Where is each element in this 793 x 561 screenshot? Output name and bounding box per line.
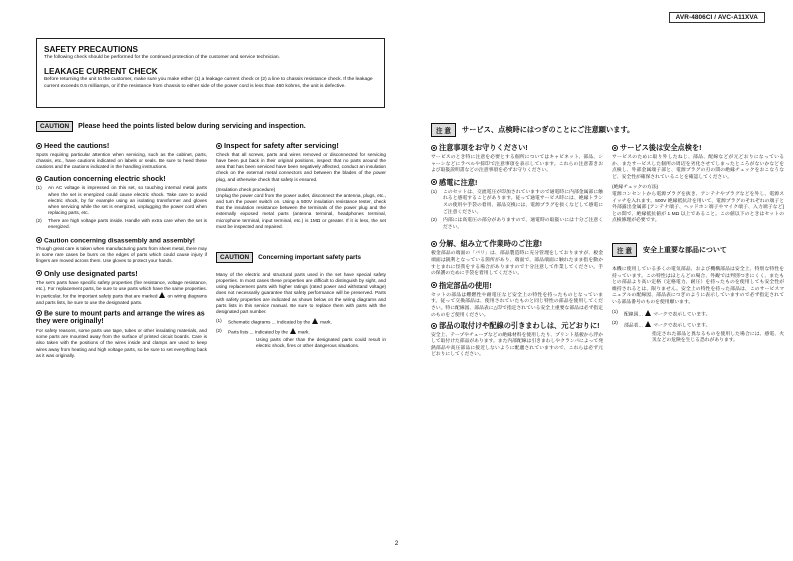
caution-jp-heading-row	[431, 123, 634, 137]
jp-important-parts-note: 指定された部品と異なるものを使用した場合には、感電、火災などの危険を生じる恐れがあります。	[652, 331, 784, 344]
caution-heading: Please heed the points listed below during servicing and inspection.	[78, 123, 306, 130]
bullet-circle-icon	[612, 145, 618, 151]
bullet-circle-icon	[431, 145, 437, 151]
leakage-current-text: Before returning the unit to the customer, make sure you make either (1) a leakage current check or (2) a line to chassis resistance check. If the leakage current exceeds 0.5 milliamps, or if the resistance from chassis to either side of the power cord is less than 460 kohms, the unit is defective.	[44, 77, 373, 89]
bullet-circle-icon	[431, 323, 437, 329]
warning-triangle-icon	[290, 328, 296, 334]
jp-s5-text: 安全上、テープやチューブなどの絶縁材料を使用したり、プリント基板から浮かして取付けた部品があります。また内部配線は引きまわしやクランパによって発熱部品や高圧部品に接近しないように配慮されていますので、これらは必ず元どおりにしてください。	[431, 332, 603, 358]
bullet-circle-icon	[431, 282, 437, 288]
page-number: 2	[394, 540, 399, 547]
list-item: (2) There are high voltage parts inside. Handle with extra care when the set is energized.	[36, 218, 207, 230]
designated-parts-title: Only use designated parts!	[36, 269, 207, 278]
warning-triangle-icon	[159, 292, 165, 298]
list-item: (1) 配線図… マークで表示しています。	[612, 309, 711, 317]
left-column	[36, 137, 207, 362]
jp-important-parts-heading: 安全上重要な部品について	[643, 246, 727, 254]
caution-label: CAUTION	[36, 121, 73, 132]
caution-label: CAUTION	[216, 252, 253, 263]
bullet-circle-icon	[36, 310, 42, 316]
safety-precautions-text: The following check should be performed for the continued protection of the customer and service technician.	[44, 55, 280, 60]
important-parts-text: Many of the electric and structural parts used in the set have special safety properties. In most cases these properties are difficult to distinguish by sight, and using replacement parts with higher ratings (rated power and withstand voltage) does not necessarily guarantee that safety performance will be preserved. Parts with safety properties are indicated as shown below on the wiring diagrams and parts lists in this service manual. Be sure to replace them with parts with the designated part number.	[216, 271, 386, 314]
caution-jp-label: 注 意	[431, 123, 456, 137]
jp-s2-title: 感電に注意!	[431, 178, 603, 188]
jp-s3-text: 板金部品の端面の「バリ」は、部品製造時に充分管理をしておりますが、板金端面は鋭利となっている箇所があり、端面で、部品端面に触れたまま指を動かすとまれに怪我をする場合がありますので十分注意して作業してください。手の保護のために手袋を着用してください。	[431, 251, 603, 277]
inspect-safety-text: Check that all screws, parts and wires removed or disconnected for servicing have been put back in their original positions, inspect that no parts around the area that has been serviced have been negatively affected, conduct an insulation check on the external metal connectors and between the blades of the power plug, and otherwise check that safety is ensured.	[216, 152, 386, 182]
caution-jp-heading: サービス、点検時にはつぎのことにご注意願います。	[462, 125, 635, 134]
safety-precautions-box	[36, 38, 385, 108]
jp-s1-text: サービスのとき特に注意を必要とする個所についてはキャビネット、部品、シャーシなどにラベルや捺印で注意事項を表示しています。これらの注意書きおよび取扱説明書などの注意事項を必ずお守りください。	[431, 155, 603, 174]
jp-s4-title: 指定部品の使用!	[431, 281, 603, 291]
electric-shock-title: Caution concerning electric shock!	[36, 174, 207, 183]
bullet-circle-icon	[216, 143, 222, 149]
jp-column-1	[431, 140, 603, 362]
jp-check-text: 電源コンセントから電源プラグを抜き、アンテナやプラグなどを外し、電源スイッチを入れます。500V 絶縁抵抗計を用いて、電源プラグのそれぞれの端子と外部露出金属部 [アンテナ端子、ヘッドホン端子やマイク端子、入力端子など] との間で、絶縁抵抗値が 1 MΩ 以上であること。この値以下のときはセットの点検修理が必要です。	[612, 191, 784, 224]
bullet-circle-icon	[431, 241, 437, 247]
mount-parts-text: For safety reasons, some parts use tape, tubes or other insulating materials, and some parts are mounted away from the surface of printed circuit boards. Care is also taken with the positions of the wires inside and clamps are used to keep wires away from heating and high voltage parts, so be sure to set everything back as it was originally.	[36, 328, 207, 358]
jp-s6-text: サービスのために取り外したねじ、部品、配線などが元どおりになっているか、またサービスした個所の周辺を劣化させてしまったところがないかなどを点検し、外部金属端子部と、電源プラグの刃の間の絶縁チェックをおこなうなど、安全性が確保されていることを確認してください。	[612, 155, 784, 180]
warning-triangle-icon	[312, 318, 318, 324]
bullet-circle-icon	[431, 179, 437, 185]
mount-parts-title: Be sure to mount parts and arrange the wires as they were originally!	[36, 310, 205, 326]
middle-column	[216, 137, 386, 353]
list-item: (1) Schematic diagrams ... Indicated by the mark.	[216, 317, 332, 325]
jp-s3-title: 分解、組み立て作業時のご注意!	[431, 239, 603, 249]
list-item: (1) An AC voltage is impressed on this set, so touching internal metal parts when the set is energized could cause electric shock. Take care to avoid electric shock, by for example using an isolating transformer and gloves when servicing while the set is energized, unplugging the power cord when replacing parts, etc.	[36, 185, 207, 216]
important-parts-heading: Concerning important safety parts	[258, 253, 361, 261]
caution-jp-label: 注 意	[612, 243, 637, 257]
warning-triangle-icon	[645, 310, 651, 316]
heed-cautions-text: Spots requiring particular attention when servicing, such as the cabinet, parts, chassis, etc., have cautions indicated on labels or seals. Be sure to heed these cautions and the cautions indicated in the handling instructions.	[36, 152, 207, 170]
jp-s1-title: 注意事項をお守りください!	[431, 143, 603, 153]
disassembly-title: Caution concerning disassembly and assembly!	[36, 237, 207, 245]
bullet-circle-icon	[36, 270, 42, 276]
jp-important-parts-text: 本機に使用している多くの電気部品、および機構部品は安全上、特別な特性を持っています。この特性はほとんどの場合、外観では判別つきにくく、またもとの部品より高い定格（定格電力、耐圧）を持ったものを使用しても安全性が維持されるとは、限りません。安全上の特性を持った部品は、このサービスマニュアルの配線図、部品表につぎのように表示していますので必ず指定されている部品番号のものを使用願います。	[612, 266, 784, 305]
safety-precautions-title: SAFETY PRECAUTIONS	[44, 45, 139, 54]
bullet-circle-icon	[36, 237, 42, 243]
inspect-safety-title: Inspect for safety after servicing!	[216, 141, 386, 150]
list-item: (1) このセットは、交流電圧が印加されていますので通電時に内部金属部に触れると感電することがあります。従って通電サービス時には、絶縁トランスの使用や手袋の着用、部品交換には、電源プラグを抜くなどして感電にご注意ください。	[431, 189, 603, 215]
jp-s4-text: セットの部品は難燃性や耐電圧など安全上の特性を持ったものとなっています。従って交換部品は、使用されていたものと同じ特性の部品を使用してください。特に配線図、部品表に△印で指定されている安全上重要な部品は必ず指定のものをご使用ください。	[431, 292, 603, 318]
heed-cautions-title: Heed the cautions!	[36, 141, 207, 150]
bullet-circle-icon	[36, 176, 42, 182]
jp-check-heading: (絶縁チェックの方法)	[612, 185, 659, 191]
leakage-current-title: LEAKAGE CURRENT CHECK	[44, 67, 158, 77]
insulation-check-heading: (Insulation check procedure)	[216, 186, 276, 192]
list-item: (2) Parts lists ... Indicated by the mark.	[216, 327, 310, 335]
disassembly-text: Though great care is taken when manufacturing parts from sheet metal, there may in some rare cases be burrs on the edges of parts which could cause injury if fingers are moved across them. Use gloves to protect your hands.	[36, 246, 207, 264]
designated-parts-text: The set's parts have specific safety properties (fire resistance, voltage resistance, etc.). For replacement parts, be sure to use parts which have the same properties. In particular, for the important safety parts that are marked on wiring diagrams and parts lists, be sure to use the designated parts.	[36, 279, 207, 305]
important-parts-note: Using parts other than the designated parts could result in electric shock, fires or other dangerous situations.	[256, 337, 386, 349]
jp-s6-title: サービス後は安全点検を!	[612, 143, 784, 153]
list-item: (2) 部品表… マークで表示しています。	[612, 320, 711, 329]
caution-heading-row	[36, 121, 306, 132]
bullet-circle-icon	[36, 143, 42, 149]
model-number-box: AVR-4806CI / AVC-A11XVA	[669, 12, 765, 23]
warning-triangle-icon	[645, 321, 651, 327]
insulation-check-text: Unplug the power cord from the power outlet, disconnect the antenna, plugs, etc., and turn the power switch on. Using a 500V insulation resistance tester, check that the insulation resistance between the terminals of the power plug and the externally exposed metal parts (antenna terminal, headphones terminal, microphone terminal, input terminal, etc.) is 1MΩ or greater. If it is less, the set must be inspected and repaired.	[216, 192, 386, 229]
jp-s5-title: 部品の取付けや配線の引きまわしは、元どおりに!	[431, 322, 603, 331]
jp-important-parts-heading-row	[612, 243, 784, 257]
important-parts-heading-row	[216, 252, 386, 263]
jp-column-2	[612, 140, 784, 348]
list-item: (2) 内部には高電圧の部分がありますので、通電時の取扱いには十分ご注意ください。	[431, 218, 603, 230]
